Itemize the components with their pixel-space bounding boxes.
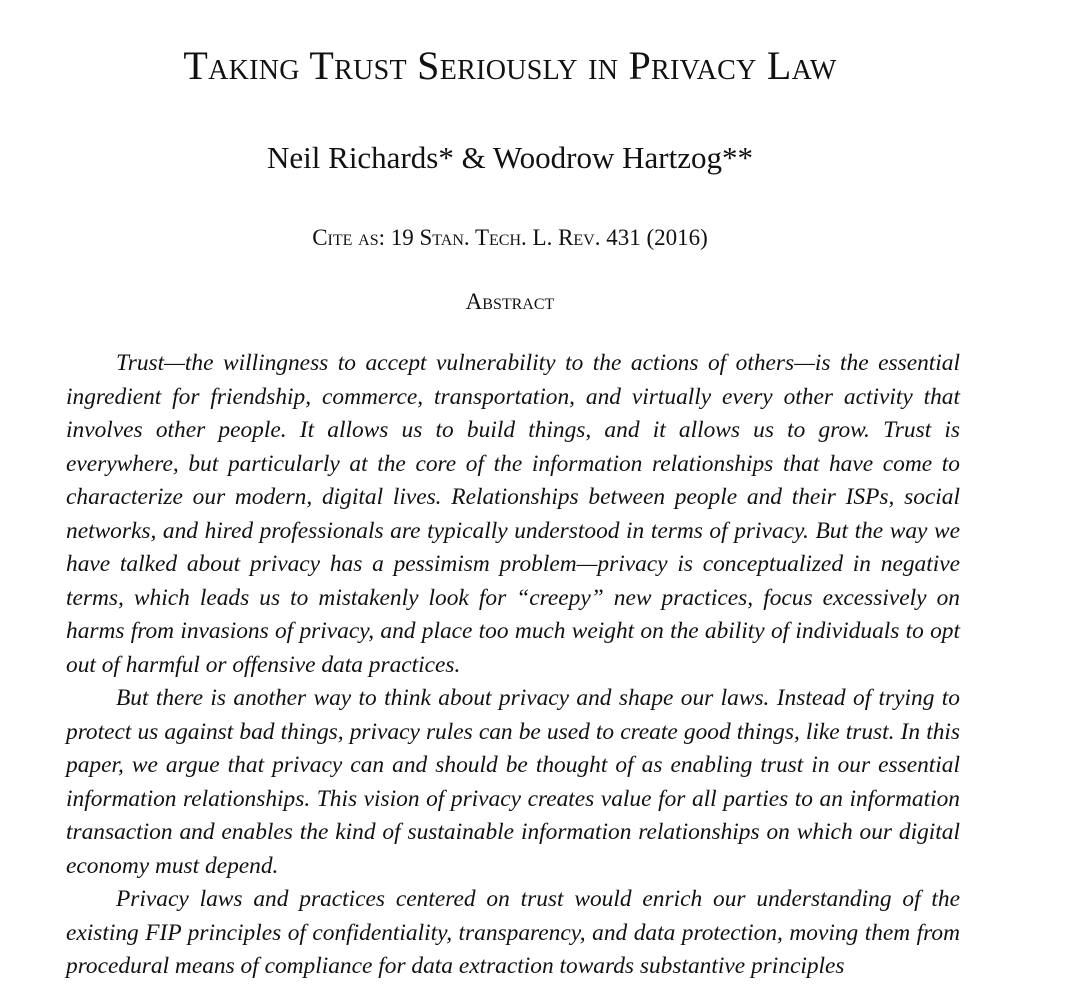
abstract-paragraph-1: Trust—the willingness to accept vulnerability to the actions of others—is the essential ingredient for friendship, commerce, transportation, and virtually every other activity that involves other people. It allows us to build things, and it allows us to grow. Trust is everywhere, but particularly at the core of the information relationships that have come to characterize our modern, digital lives. Relationships between people and their ISPs, social networks, and hired professionals are typically understood in terms of privacy. But the way we have talked about privacy has a pessimism problem—privacy is conceptualized in negative terms, which leads us to mistakenly look for “creepy” new practices, focus excessively on harms from invasions of privacy, and place too much weight on the ability of individuals to opt out of harmful or offensive data practices. [66,350,960,678]
abstract-paragraph-2: But there is another way to think about privacy and shape our laws. Instead of trying to protect us against bad things, privacy rules can be used to create good things, like trust. In this paper, we argue that privacy can and should be thought of as enabling trust in our essential information relationships. This vision of privacy creates value for all parties to an information transaction and enables the kind of sustainable information relationships on which our digital economy must depend. [66,685,960,879]
citation-line: Cite as: 19 Stan. Tech. L. Rev. 431 (2016) [312,225,708,250]
abstract-body [66,347,960,984]
paper-title: Taking Trust Seriously in Privacy Law [183,43,837,88]
abstract-heading: Abstract [465,289,555,314]
paper-authors: Neil Richards* & Woodrow Hartzog** [267,140,753,175]
abstract-paragraph-3: Privacy laws and practices centered on trust would enrich our understanding of the existing FIP principles of confidentiality, transparency, and data protection, moving them from procedural means of compliance for data extraction towards substantive principles [66,886,960,979]
